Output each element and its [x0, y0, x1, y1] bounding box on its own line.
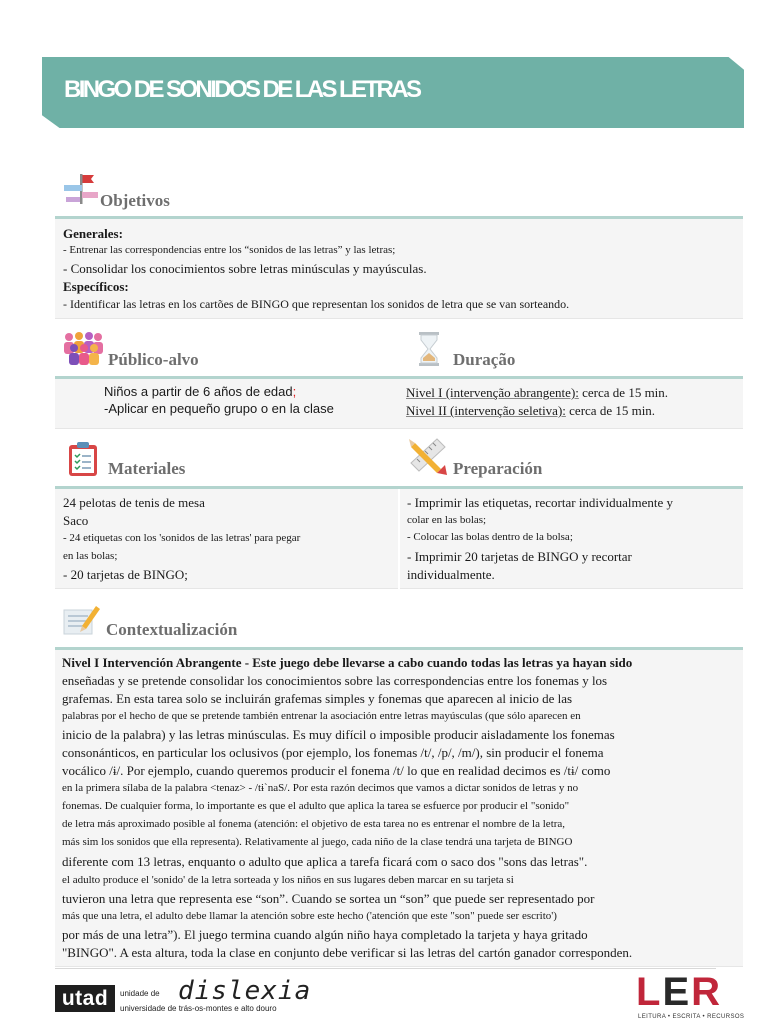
- hourglass-icon: [417, 331, 441, 367]
- publico-line-1: [104, 385, 296, 399]
- footer-separator: [55, 968, 716, 969]
- dislexia-logo: dislexia: [178, 976, 312, 1006]
- duracao-nivel-2-value: cerca de 15 min.: [565, 403, 656, 418]
- publico-line-2: -Aplicar en pequeño grupo o en la clase: [104, 401, 334, 416]
- especificos-label: Específicos:: [63, 279, 129, 294]
- generales-item-1: - Entrenar las correspondencias entre los “sonidos de las letras” y las letras;: [63, 244, 396, 256]
- materiales-line-2: Saco: [63, 513, 89, 528]
- objetivos-title: Objetivos: [100, 191, 170, 210]
- publico-semicolon: ;: [292, 384, 297, 399]
- materiales-line-1: 24 pelotas de tenis de mesa: [63, 495, 205, 510]
- contexto-line-11: más sim los sonidos que ella representa). Relativamente al juego, cada niño de la clase tendrá una tarjeta de BINGO: [62, 836, 573, 848]
- contexto-line-15: más que una letra, el adulto debe llamar la atención sobre este hecho ('atención que este "son" puede ser escrito'): [62, 910, 557, 922]
- generales-item-2: - Consolidar los conocimientos sobre letras minúsculas y mayúsculas.: [63, 261, 427, 276]
- contexto-line-10: de letra más aproximado posible al fonema (atención: el objetivo de esta tarea no es entrenar el nombre de la letra,: [62, 818, 566, 830]
- pencil-ruler-icon: [407, 437, 449, 477]
- duracao-nivel-1-value: cerca de 15 min.: [578, 385, 669, 400]
- preparacion-title: Preparación: [453, 459, 543, 478]
- duracao-nivel-1-label: Nivel I (intervenção abrangente):: [406, 385, 579, 400]
- contexto-line-1: Nivel I Intervención Abrangente - Este juego debe llevarse a cabo cuando todas las letras ya hayan sido: [62, 655, 633, 670]
- preparacion-line-5: individualmente.: [407, 567, 495, 582]
- contexto-line-12: diferente com 13 letras, enquanto o adulto que aplica a tarefa ficará com o saco dos "sons das letras".: [62, 854, 588, 869]
- notepad-pencil-icon: [62, 602, 102, 638]
- ler-tagline: LEITURA • ESCRITA • RECURSOS: [638, 1014, 745, 1020]
- contexto-line-7: vocálico /ɨ/. Por ejemplo, cuando queremos producir el fonema /t/ lo que en realidad decimos es /tɨ/ como: [62, 763, 611, 778]
- contexto-line-9: fonemas. De cualquier forma, lo importante es que el adulto que aplica la tarea se esfuerce por producir el "sonido": [62, 800, 570, 812]
- contexto-line-8: en la primera sílaba de la palabra <tenaz> - /tɨ`naS/. Por esta razón decimos que vamos a dictar sonidos de letras y no: [62, 782, 579, 794]
- duracao-nivel-2-label: Nivel II (intervenção seletiva):: [406, 403, 566, 418]
- ler-logo-e: E: [662, 970, 692, 1014]
- contexto-line-4: palabras por el hecho de que se pretende también entrenar la asociación entre letras mayúsculas (que sólo aparecen en: [62, 710, 581, 722]
- materiales-title: Materiales: [108, 459, 186, 478]
- generales-label: Generales:: [63, 226, 123, 241]
- clipboard-icon: [67, 441, 99, 477]
- materiales-line-5: - 20 tarjetas de BINGO;: [63, 567, 188, 582]
- preparacion-line-3: - Colocar las bolas dentro de la bolsa;: [407, 531, 573, 543]
- preparacion-line-1: - Imprimir las etiquetas, recortar individualmente y: [407, 495, 674, 510]
- universidade-label: universidade de trás-os-montes e alto douro: [120, 1004, 277, 1013]
- page-title: BINGO DE SONIDOS DE LAS LETRAS: [64, 76, 420, 103]
- materiales-line-3: - 24 etiquetas con los 'sonidos de las letras' para pegar: [63, 532, 301, 544]
- duracao-nivel-1: [406, 386, 668, 400]
- contexto-line-17: "BINGO". A esta altura, toda la clase en conjunto debe verificar si las letras del cartón ganador corresponden.: [62, 945, 633, 960]
- ler-logo-r: R: [691, 970, 723, 1014]
- ler-logo-l: L: [636, 970, 663, 1014]
- duracao-title: Duração: [453, 350, 516, 369]
- contexto-line-5: inicio de la palabra) y las letras minúsculas. Es muy difícil o imposible producir aisladamente los fonemas: [62, 727, 615, 742]
- preparacion-line-4: - Imprimir 20 tarjetas de BINGO y recortar: [407, 549, 632, 564]
- utad-logo: utad: [55, 985, 115, 1012]
- contexto-title: Contextualización: [106, 620, 238, 639]
- contexto-line-3: grafemas. En esta tarea solo se incluirán grafemas simples y fonemas que aparecen al inicio de las: [62, 691, 573, 706]
- preparacion-line-2: colar en las bolas;: [407, 514, 487, 526]
- people-group-icon: [62, 330, 104, 366]
- contexto-line-14: tuvieron una letra que representa ese “son”. Cuando se sortea un “son” que puede ser representado por: [62, 891, 595, 906]
- publico-title: Público-alvo: [108, 350, 199, 369]
- signpost-icon: [62, 172, 102, 206]
- contexto-line-16: por más de una letra”). El juego termina cuando algún niño haya completado la tarjeta y haya gritado: [62, 927, 588, 942]
- contexto-line-13: el adulto produce el 'sonido' de la letra sorteada y los niños en sus lugares deben marcar en su tarjeta si: [62, 874, 514, 886]
- duracao-nivel-2: [406, 404, 655, 418]
- ler-logo: [636, 972, 722, 1012]
- contexto-line-6: consonánticos, en particular los oclusivos (por ejemplo, los fonemas /t/, /p/, /m/), sin producir el fonema: [62, 745, 604, 760]
- unidade-de-label: unidade de: [120, 989, 160, 998]
- contexto-line-2: enseñadas y se pretende consolidar los conocimientos sobre las correspondencias entre los fonemas y los: [62, 673, 608, 688]
- publico-line-1-text: Niños a partir de 6 años de edad: [104, 384, 293, 399]
- especificos-item-1: - Identificar las letras en los cartões de BINGO que representan los sonidos de letra que se van sorteando.: [63, 297, 570, 311]
- materiales-line-4: en las bolas;: [63, 550, 118, 562]
